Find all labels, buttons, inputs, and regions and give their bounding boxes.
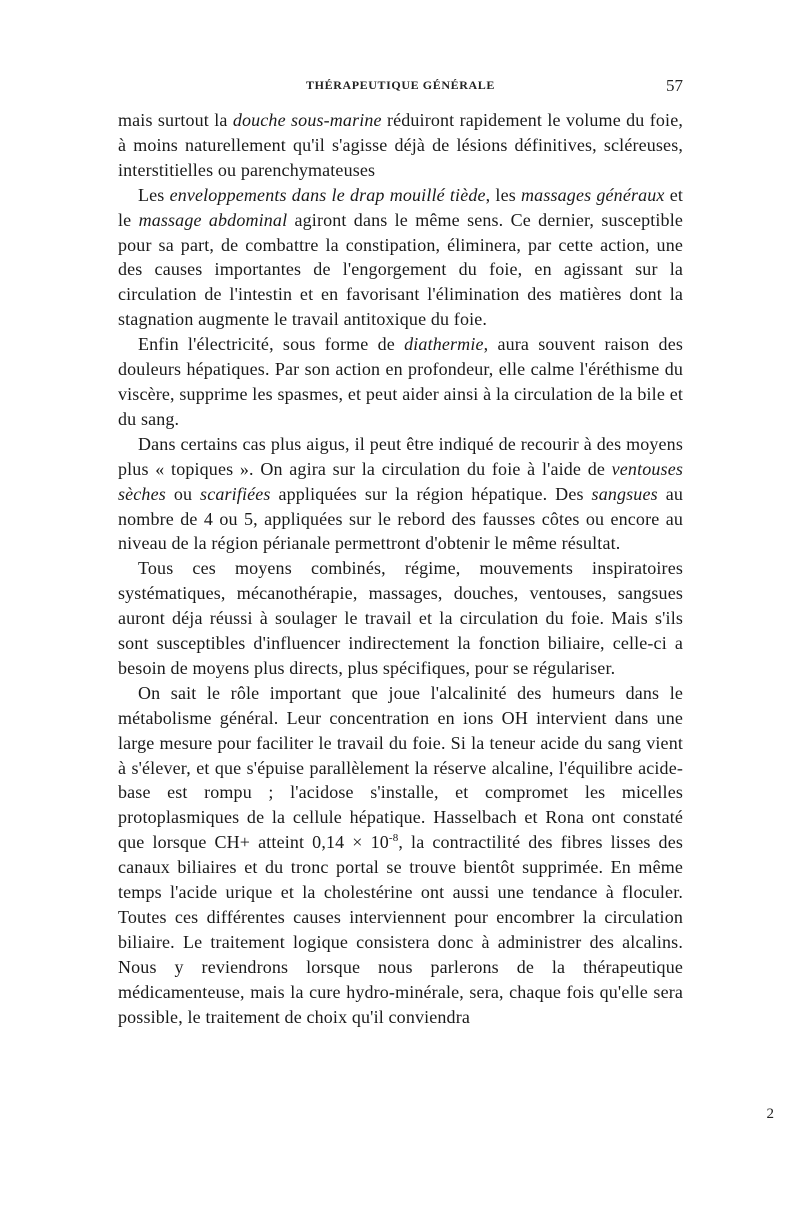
paragraph xyxy=(118,108,683,183)
italic-term: enveloppements dans le drap mouillé tiède xyxy=(169,184,486,205)
italic-term: massages généraux xyxy=(521,184,665,205)
running-head xyxy=(118,72,683,102)
text-run: Tous ces moyens combinés, régime, mouvements inspiratoires systématiques, mécanothérapie, massages, douches, ventouses, sangsues auront déja réussi à soulager le travail et la circulation du foie. Mais s'ils sont susceptibles d'influencer indirectement la fonction biliaire, celle-ci a besoin de moyens plus directs, plus spécifiques, pour se régulariser. xyxy=(118,558,683,678)
superscript: -8 xyxy=(388,832,399,845)
signature-mark: 2 xyxy=(766,1106,774,1122)
text-run: agiront dans le même sens. Ce dernier, susceptible pour sa part, de combattre la constipation, éliminera, par cette action, une des causes importantes de l'engorgement du foie, en agissant sur la circulation de l'intestin et en favorisant l'élimination des matières dont la stagnation augmente le travail antitoxique du foie. xyxy=(118,209,683,330)
paragraph xyxy=(118,432,683,557)
page-number: 57 xyxy=(666,76,683,95)
running-title: THÉRAPEUTIQUE GÉNÉRALE xyxy=(306,78,495,92)
paragraph xyxy=(118,183,683,332)
page xyxy=(118,72,683,1030)
paragraph xyxy=(118,332,683,432)
body-text xyxy=(118,108,683,1030)
text-run: Les xyxy=(138,184,170,205)
text-run: réduiront rapidement le volume du foie, à moins naturellement qu'il s'agisse déjà de lésions définitives, scléreuses, interstitielles ou parenchymateuses xyxy=(118,110,683,180)
text-run: On sait le rôle important que joue l'alcalinité des humeurs dans le métabolisme général. Leur concentration en ions OH intervient dans une large mesure pour faciliter le travail du foie. Si la teneur acide du sang vient à s'élever, et que s'épuise parallèlement la réserve alcaline, l'équilibre acide-base est rompu ; l'acidose s'installe, et compromet les micelles protoplasmiques de la cellule hépatique. Hasselbach et Rona ont constaté que lorsque CH+ atteint 0,14 × 10 xyxy=(118,682,683,853)
italic-term: massage abdominal xyxy=(138,209,288,230)
text-run: Dans certains cas plus aigus, il peut être indiqué de recourir à des moyens plus « topiques ». On agira sur la circulation du foie à l'aide de xyxy=(118,433,683,479)
paragraph xyxy=(118,681,683,1030)
italic-term: sangsues xyxy=(591,483,658,504)
italic-term: scarifiées xyxy=(200,483,271,504)
italic-term: douche sous-marine xyxy=(232,110,382,130)
text-run: au nombre de 4 ou 5, appliquées sur le rebord des fausses côtes ou encore au niveau de la région périanale permettront d'obtenir le même résultat. xyxy=(118,483,683,554)
text-run: mais surtout la xyxy=(118,110,233,130)
text-run: et le xyxy=(118,184,683,230)
paragraph xyxy=(118,556,683,681)
italic-term: ventouses sèches xyxy=(118,458,683,504)
text-run: , aura souvent raison des douleurs hépatiques. Par son action en profondeur, elle calme l'éréthisme du viscère, supprime les spasmes, et peut aider ainsi à la circulation de la bile et du sang. xyxy=(118,334,683,429)
text-run: Enfin l'électricité, sous forme de xyxy=(138,334,405,355)
text-run: , la contractilité des fibres lisses des canaux biliaires et du tronc portal se trouve bientôt supprimée. En même temps l'acide urique et la cholestérine ont aussi une tendance à floculer. Toutes ces différentes causes interviennent pour encombrer la circulation biliaire. Le traitement logique consistera donc à administrer des alcalins. Nous y reviendrons lorsque nous parlerons de la thérapeutique médicamenteuse, mais la cure hydro-minérale, sera, chaque fois qu'elle sera possible, le traitement de choix qu'il conviendra xyxy=(118,832,683,1027)
text-run: , les xyxy=(485,184,522,205)
text-run: appliquées sur la région hépatique. Des xyxy=(270,483,592,504)
italic-term: diathermie xyxy=(404,334,484,355)
text-run: ou xyxy=(165,483,201,504)
